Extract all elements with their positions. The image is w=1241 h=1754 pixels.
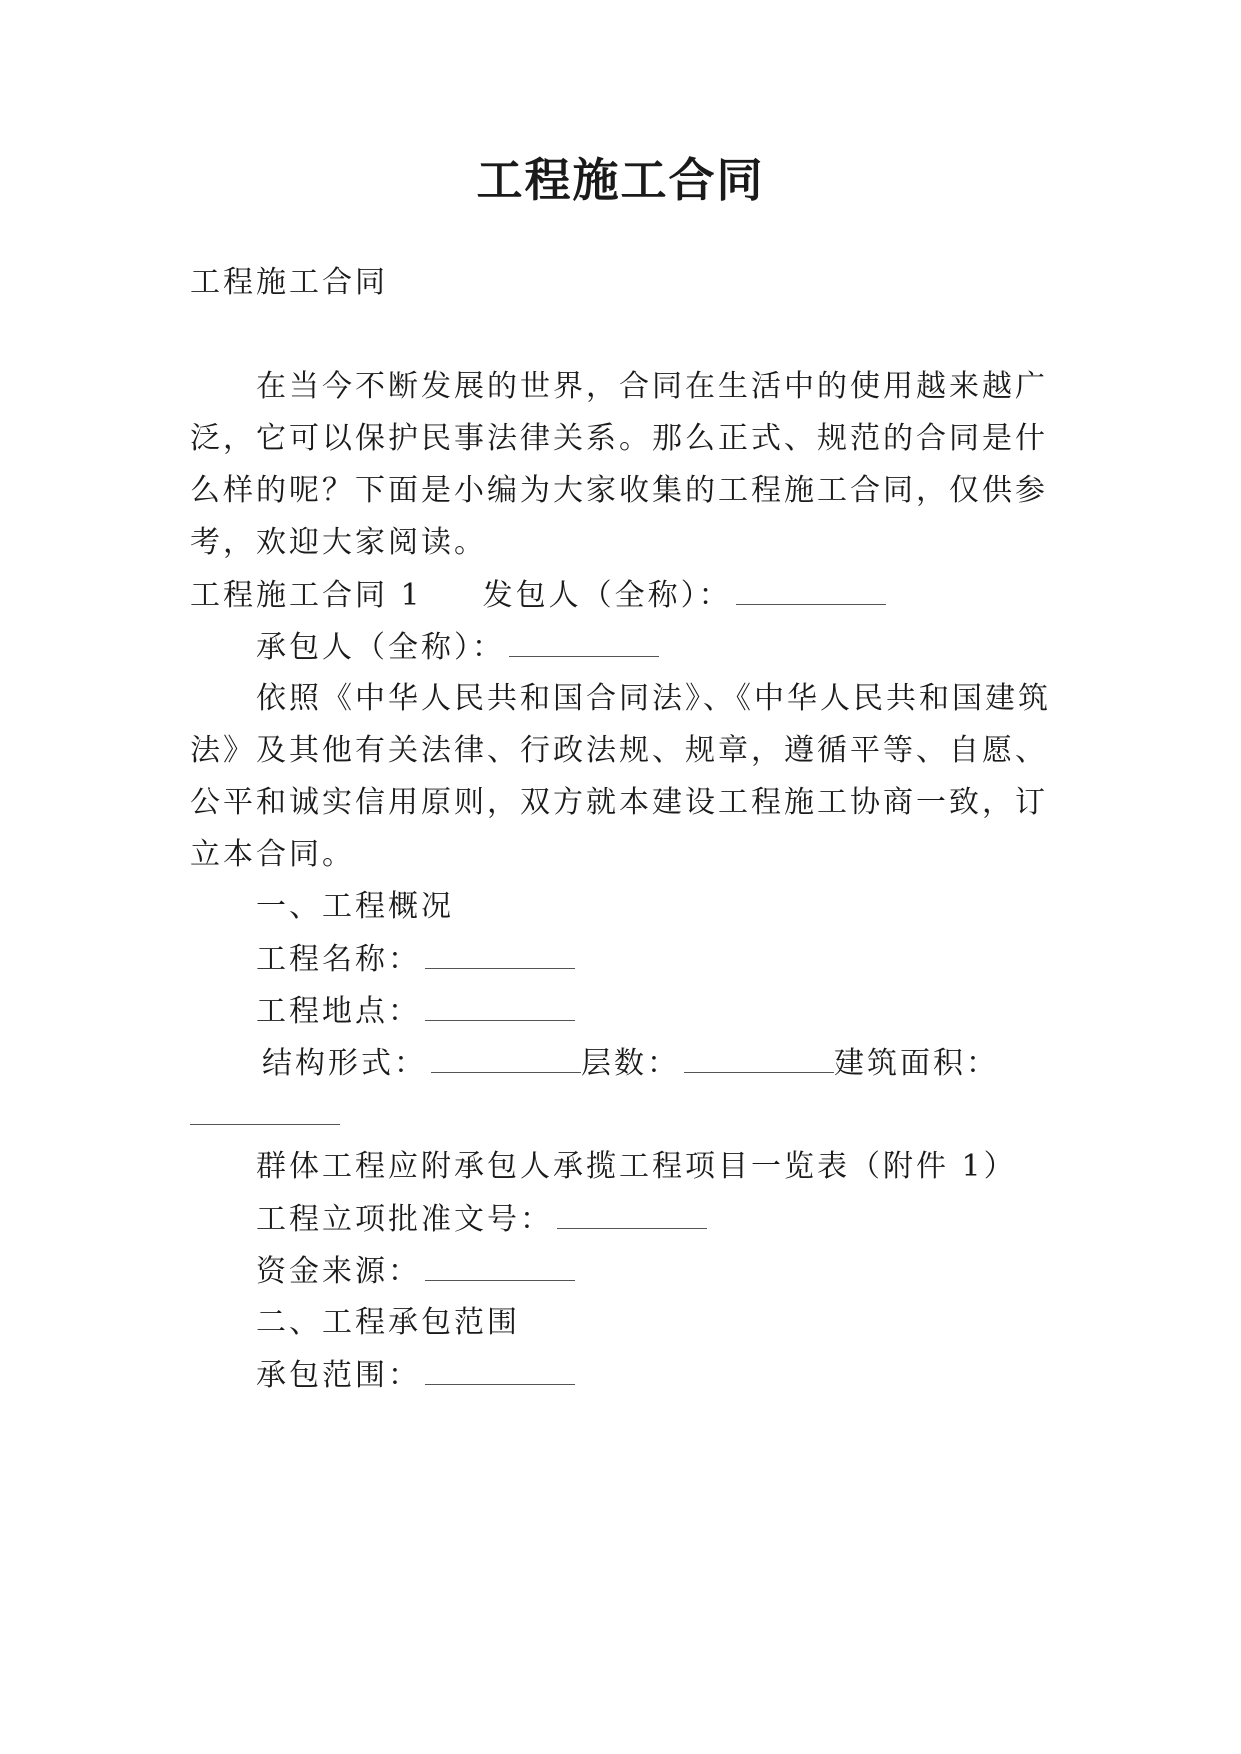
document-subtitle: 工程施工合同 — [190, 265, 388, 300]
section1-title: 一、工程概况 — [256, 889, 454, 924]
approval-number-label: 工程立项批准文号： — [256, 1202, 553, 1237]
floors-label: 层数： — [581, 1046, 680, 1081]
funding-source-blank[interactable] — [425, 1250, 575, 1281]
preamble-line-1: 依照《中华人民共和国合同法》、《中华人民共和国建筑 — [256, 681, 1051, 716]
floor-area-row — [190, 1094, 340, 1137]
employer-label: 发包人（全称）： — [482, 578, 732, 613]
approval-number-blank[interactable] — [557, 1198, 707, 1229]
funding-source-row — [256, 1250, 575, 1293]
floor-area-blank[interactable] — [190, 1094, 340, 1125]
contractor-label: 承包人（全称）： — [256, 630, 505, 665]
project-location-row — [256, 990, 575, 1033]
section2-title: 二、工程承包范围 — [256, 1305, 520, 1340]
project-name-label: 工程名称： — [256, 942, 421, 977]
floors-blank[interactable] — [684, 1042, 834, 1073]
structure-row — [262, 1042, 999, 1085]
project-name-row — [256, 938, 575, 981]
project-location-blank[interactable] — [425, 990, 575, 1021]
scope-label: 承包范围： — [256, 1358, 421, 1393]
project-name-blank[interactable] — [425, 938, 575, 969]
group-project-note: 群体工程应附承包人承揽工程项目一览表（附件 1） — [256, 1149, 1017, 1184]
contract-heading-row — [190, 574, 886, 617]
contract-heading: 工程施工合同 1 — [190, 578, 423, 613]
scope-row — [256, 1354, 575, 1397]
approval-number-row — [256, 1198, 707, 1241]
document-title: 工程施工合同 — [476, 153, 765, 207]
preamble-line-4: 立本合同。 — [190, 837, 355, 872]
scope-blank[interactable] — [425, 1354, 575, 1385]
contractor-row — [256, 626, 659, 669]
floor-area-label: 建筑面积： — [834, 1046, 999, 1081]
preamble-line-3: 公平和诚实信用原则，双方就本建设工程施工协商一致，订 — [190, 785, 1048, 820]
contractor-blank[interactable] — [509, 626, 659, 657]
intro-line-3: 么样的呢？下面是小编为大家收集的工程施工合同，仅供参 — [190, 473, 1048, 508]
employer-blank[interactable] — [736, 574, 886, 605]
intro-line-4: 考，欢迎大家阅读。 — [190, 525, 487, 560]
funding-source-label: 资金来源： — [256, 1254, 421, 1289]
structure-blank[interactable] — [431, 1042, 581, 1073]
preamble-line-2: 法》及其他有关法律、行政法规、规章，遵循平等、自愿、 — [190, 733, 1048, 768]
intro-line-2: 泛，它可以保护民事法律关系。那么正式、规范的合同是什 — [190, 421, 1048, 456]
project-location-label: 工程地点： — [256, 994, 421, 1029]
structure-label: 结构形式： — [262, 1046, 427, 1081]
intro-line-1: 在当今不断发展的世界，合同在生活中的使用越来越广 — [256, 369, 1048, 404]
